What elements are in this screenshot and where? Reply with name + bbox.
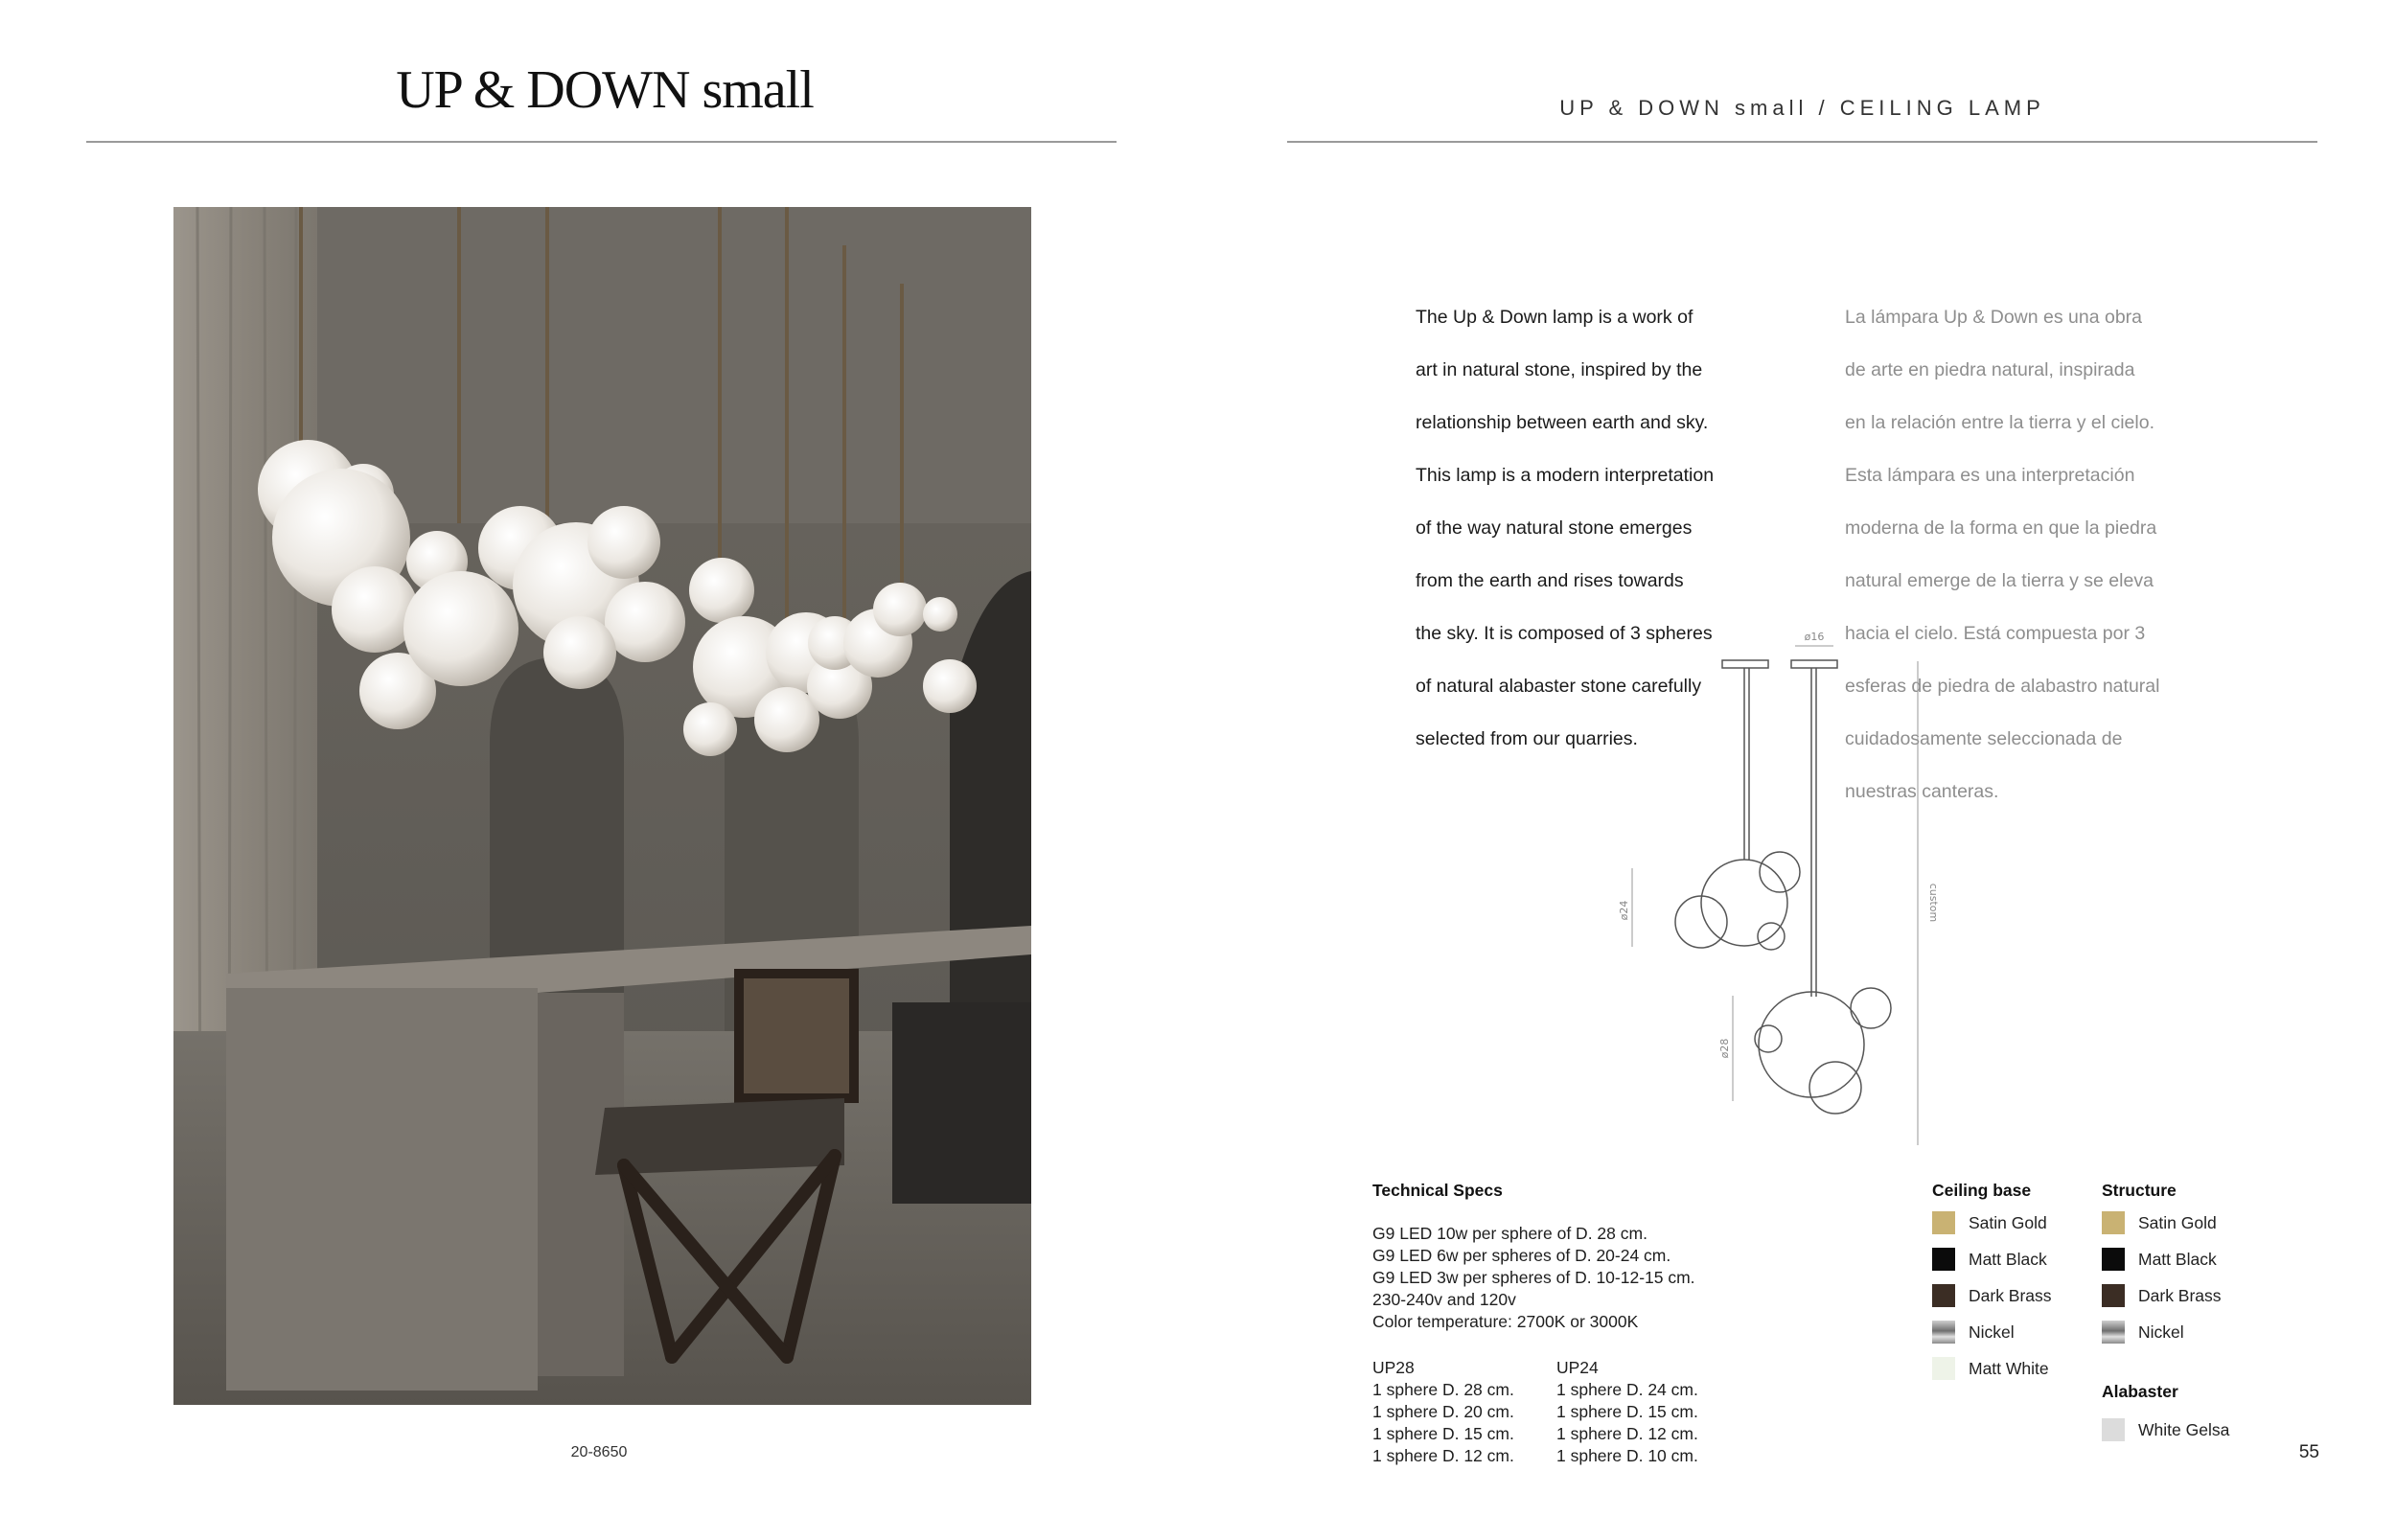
model-up24 <box>1556 1357 1698 1467</box>
model-name: UP24 <box>1556 1358 1599 1377</box>
technical-specs-heading: Technical Specs <box>1372 1181 1503 1200</box>
finish-label: Dark Brass <box>2138 1285 2222 1305</box>
description-line: Esta lámpara es una interpretación <box>1845 464 2135 486</box>
model-sphere: 1 sphere D. 15 cm. <box>1556 1402 1698 1421</box>
finish-label: Matt Black <box>1969 1249 2047 1269</box>
ceiling-base-heading: Ceiling base <box>1932 1181 2032 1200</box>
satin-gold-swatch <box>2102 1211 2125 1234</box>
model-sphere: 1 sphere D. 12 cm. <box>1372 1446 1514 1465</box>
description-line: The Up & Down lamp is a work of <box>1416 306 1693 328</box>
finish-option <box>2102 1284 2222 1307</box>
spec-line: 230-240v and 120v <box>1372 1290 1516 1309</box>
finish-option <box>1932 1321 2015 1344</box>
description-line: La lámpara Up & Down es una obra <box>1845 306 2143 328</box>
description-line: the sky. It is composed of 3 spheres <box>1416 622 1713 644</box>
dark-brass-swatch <box>2102 1284 2125 1307</box>
spec-line: G9 LED 6w per spheres of D. 20-24 cm. <box>1372 1246 1671 1265</box>
model-sphere: 1 sphere D. 28 cm. <box>1372 1380 1514 1399</box>
finish-option <box>1932 1211 2047 1234</box>
description-line: from the earth and rises towards <box>1416 569 1684 591</box>
model-name: UP28 <box>1372 1358 1415 1377</box>
finish-option <box>2102 1321 2184 1344</box>
model-sphere: 1 sphere D. 12 cm. <box>1556 1424 1698 1443</box>
description-line: of natural alabaster stone carefully <box>1416 675 1702 697</box>
finish-label: Nickel <box>1969 1322 2015 1342</box>
finish-label: Matt White <box>1969 1358 2049 1378</box>
finish-option <box>2102 1248 2217 1271</box>
product-reference: 20-8650 <box>570 1444 628 1460</box>
model-sphere: 1 sphere D. 10 cm. <box>1556 1446 1698 1465</box>
finish-label: Matt Black <box>2138 1249 2217 1269</box>
page-number: 55 <box>2298 1442 2319 1462</box>
model-sphere: 1 sphere D. 24 cm. <box>1556 1380 1698 1399</box>
matt-white-swatch <box>1932 1357 1955 1380</box>
model-sphere: 1 sphere D. 15 cm. <box>1372 1424 1514 1443</box>
description-line: en la relación entre la tierra y el cielo. <box>1845 411 2154 433</box>
dark-brass-swatch <box>1932 1284 1955 1307</box>
finish-option <box>2102 1211 2217 1234</box>
finish-option <box>2102 1418 2229 1441</box>
section-header: UP & DOWN small / CEILING LAMP <box>1559 96 2045 120</box>
description-line: natural emerge de la tierra y se eleva <box>1845 569 2154 591</box>
description-line: hacia el cielo. Está compuesta por 3 <box>1845 622 2146 644</box>
dim-upper-sphere-label: ø24 <box>1618 900 1630 921</box>
description-line: art in natural stone, inspired by the <box>1416 358 1703 380</box>
finish-label: Dark Brass <box>1969 1285 2052 1305</box>
spec-line: G9 LED 3w per spheres of D. 10-12-15 cm. <box>1372 1268 1695 1287</box>
finish-option <box>1932 1357 2049 1380</box>
dim-top-label: ø16 <box>1804 631 1825 643</box>
alabaster-heading: Alabaster <box>2102 1382 2178 1401</box>
technical-specs-list <box>1372 1223 1695 1333</box>
matt-black-swatch <box>1932 1248 1955 1271</box>
product-photo <box>173 207 1031 1405</box>
spec-line: G9 LED 10w per sphere of D. 28 cm. <box>1372 1224 1647 1243</box>
description-line: relationship between earth and sky. <box>1416 411 1709 433</box>
description-line: selected from our quarries. <box>1416 727 1638 749</box>
dim-height-label: custom <box>1927 883 1940 923</box>
white-gelsa-swatch <box>2102 1418 2125 1441</box>
description-line: nuestras canteras. <box>1845 780 1999 802</box>
description-line: cuidadosamente seleccionada de <box>1845 727 2123 749</box>
description-line: of the way natural stone emerges <box>1416 517 1693 539</box>
description-line: moderna de la forma en que la piedra <box>1845 517 2157 539</box>
header-divider <box>1287 141 2317 143</box>
dining-room-illustration <box>173 207 1031 1405</box>
model-up28 <box>1372 1357 1514 1467</box>
description-line: This lamp is a modern interpretation <box>1416 464 1715 486</box>
page-title: UP & DOWN small <box>396 60 814 120</box>
title-divider <box>86 141 1117 143</box>
finish-label: Nickel <box>2138 1322 2184 1342</box>
spec-line: Color temperature: 2700K or 3000K <box>1372 1312 1639 1331</box>
finish-option <box>1932 1284 2052 1307</box>
finish-label: Satin Gold <box>1969 1212 2047 1232</box>
structure-heading: Structure <box>2102 1181 2177 1200</box>
nickel-swatch <box>1932 1321 1955 1344</box>
finish-label: White Gelsa <box>2138 1419 2230 1439</box>
model-sphere: 1 sphere D. 20 cm. <box>1372 1402 1514 1421</box>
technical-drawing <box>1591 623 1940 1150</box>
description-line: esferas de piedra de alabastro natural <box>1845 675 2160 697</box>
finish-option <box>1932 1248 2047 1271</box>
matt-black-swatch <box>2102 1248 2125 1271</box>
dim-lower-sphere-label: ø28 <box>1718 1038 1731 1059</box>
lamp-dimension-drawing <box>1591 623 1940 1150</box>
nickel-swatch <box>2102 1321 2125 1344</box>
satin-gold-swatch <box>1932 1211 1955 1234</box>
description-line: de arte en piedra natural, inspirada <box>1845 358 2135 380</box>
finish-label: Satin Gold <box>2138 1212 2217 1232</box>
